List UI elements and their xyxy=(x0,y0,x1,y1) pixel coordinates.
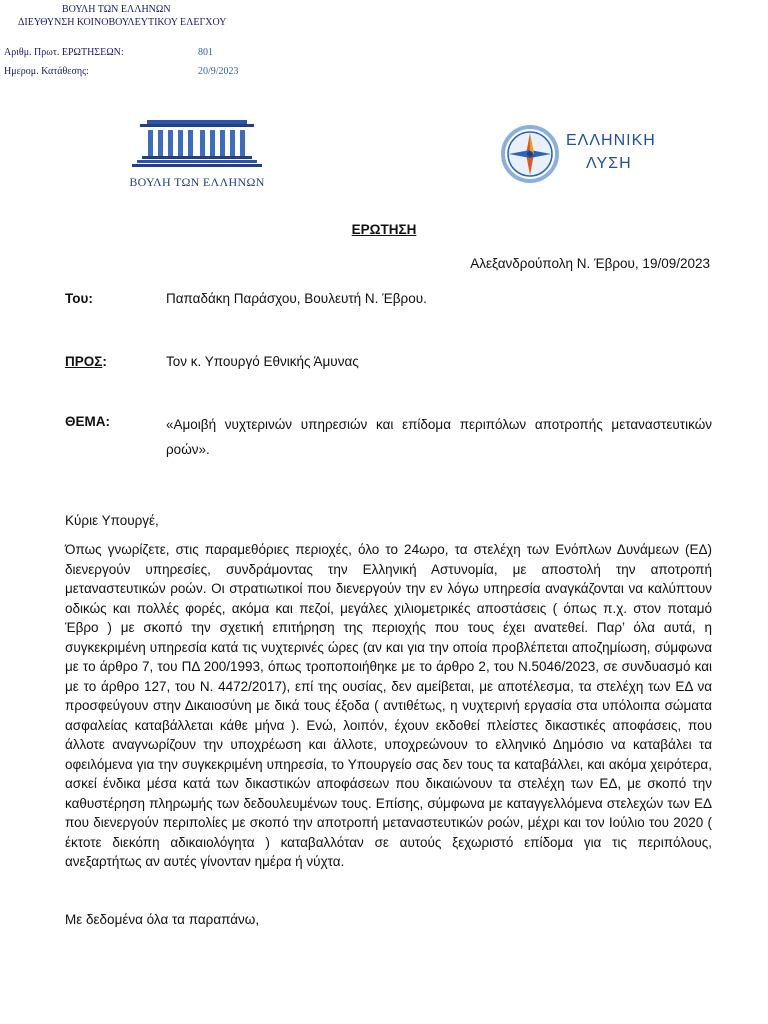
parliament-logo-caption: ΒΟΥΛΗ ΤΩΝ ΕΛΛΗΝΩΝ xyxy=(129,175,265,189)
filing-date-label: Ημερομ. Κατάθεσης: xyxy=(4,66,89,77)
subject-text: «Αμοιβή νυχτερινών υπηρεσιών και επίδομα περιπόλων αποτροπής μεταναστευτικών ροών». xyxy=(166,417,712,457)
closing-line: Με δεδομένα όλα τα παραπάνω, xyxy=(65,912,260,927)
to-label xyxy=(65,354,107,369)
body-paragraph: Όπως γνωρίζετε, στις παραμεθόριες περιοχές, όλο το 24ωρο, τα στελέχη των Ενόπλων Δυνάμεων (ΕΔ) διενεργούν υπηρεσίες, συνδράμοντας την Ελληνική Αστυνομία, με αποστολή την αποτροπή μεταναστευτικών ροών. Οι στρατιωτικοί που διενεργούν την εν λόγω υπηρεσία αναγκάζονται να καλύπτουν οδικώς και πολλές φορές, ακόμα και πεζοί, μεγάλες χιλιομετρικές αποστάσεις ( όπως π.χ. στον ποταμό Έβρο ) με σκοπό την σχετική επιτήρηση της περιοχής που τους έχει ανατεθεί. Παρ’ όλα αυτά, η συγκεκριμένη υπηρεσία κατά τις νυχτερινές ώρες (αν και για την οποία προβλέπεται αποζημίωση, σύμφωνα με το άρθρο 7, του ΠΔ 200/1993, όπως τροποποιήθηκε με το άρθρο 2, του Ν.5046/2023, σε συνδυασμό και με το άρθρο 127, του Ν. 4472/2017), επί της ουσίας, δεν αμείβεται, με αποτέλεσμα, τα στελέχη των ΕΔ να προσφεύγουν στην Δικαιοσύνη με δικά τους έξοδα ( αντιθέτως, η νυχτερινή εργασία στα υπόλοιπα σώματα ασφαλείας καταβάλλεται κάθε μήνα ). Ενώ, λοιπόν, έχουν εκδοθεί πλείστες δικαστικές αποφάσεις, που άλλοτε αναγνωρίζουν την υποχρέωση και άλλοτε, υποχρεώνουν το ελληνικό Δημόσιο να καταβάλει τα οφειλόμενα για την συγκεκριμένη υπηρεσία, το Υπουργείο σας δεν τους τα καταβάλλει, και ακόμα χειρότερα, ασκεί ένδικα μέσα κατά των δικαστικών αποφάσεων που δικαιώνουν τα στελέχη των ΕΔ, με σκοπό την καθυστέρηση πληρωμής των δεδουλευμένων τους. Επίσης, σύμφωνα με καταγγελλόμενα στελεχών των ΕΔ που διενεργούν περιπολίες με σκοπό την αποτροπή μεταναστευτικών ροών, μέχρι και τον Ιούλιο του 2020 ( έκτοτε διεκόπη αδικαιολόγητα ) καταβαλλόταν σε αυτούς ξεχωριστό επίδομα για τις περιπόλους, ανεξαρτήτως αν αυτές γίνονταν ημέρα ή νύχτα. xyxy=(65,542,712,869)
subject-label: ΘΕΜΑ: xyxy=(65,414,110,429)
filing-date-value: 20/9/2023 xyxy=(198,66,239,77)
parliament-logo xyxy=(112,118,282,188)
party-name-line-1: ΕΛΛΗΝΙΚΗ xyxy=(566,132,656,149)
compass-icon xyxy=(500,124,560,184)
header-line-2: ΔΙΕΥΘΥΝΣΗ ΚΟΙΝΟΒΟΥΛΕΥΤΙΚΟΥ ΕΛΕΓΧΟΥ xyxy=(18,17,227,28)
greeting: Κύριε Υπουργέ, xyxy=(65,513,159,528)
document-title: ΕΡΩΤΗΣΗ xyxy=(351,222,417,237)
parliament-building-icon xyxy=(112,118,282,168)
to-label-text: ΠΡΟΣ xyxy=(65,354,103,369)
from-text: Παπαδάκη Παράσχου, Βουλευτή Ν. Έβρου. xyxy=(166,291,427,306)
from-label: Του: xyxy=(65,291,93,306)
protocol-label: Αριθμ. Πρωτ. ΕΡΩΤΗΣΕΩΝ: xyxy=(4,47,124,58)
to-label-colon: : xyxy=(102,354,107,369)
header-line-1: ΒΟΥΛΗ ΤΩΝ ΕΛΛΗΝΩΝ xyxy=(62,4,171,15)
place-and-date: Αλεξανδρούπολη Ν. Έβρου, 19/09/2023 xyxy=(470,256,710,271)
party-name-line-2: ΛΥΣΗ xyxy=(586,155,632,172)
party-logo xyxy=(500,122,700,192)
protocol-number: 801 xyxy=(198,47,213,58)
to-text: Τον κ. Υπουργό Εθνικής Άμυνας xyxy=(166,354,359,369)
